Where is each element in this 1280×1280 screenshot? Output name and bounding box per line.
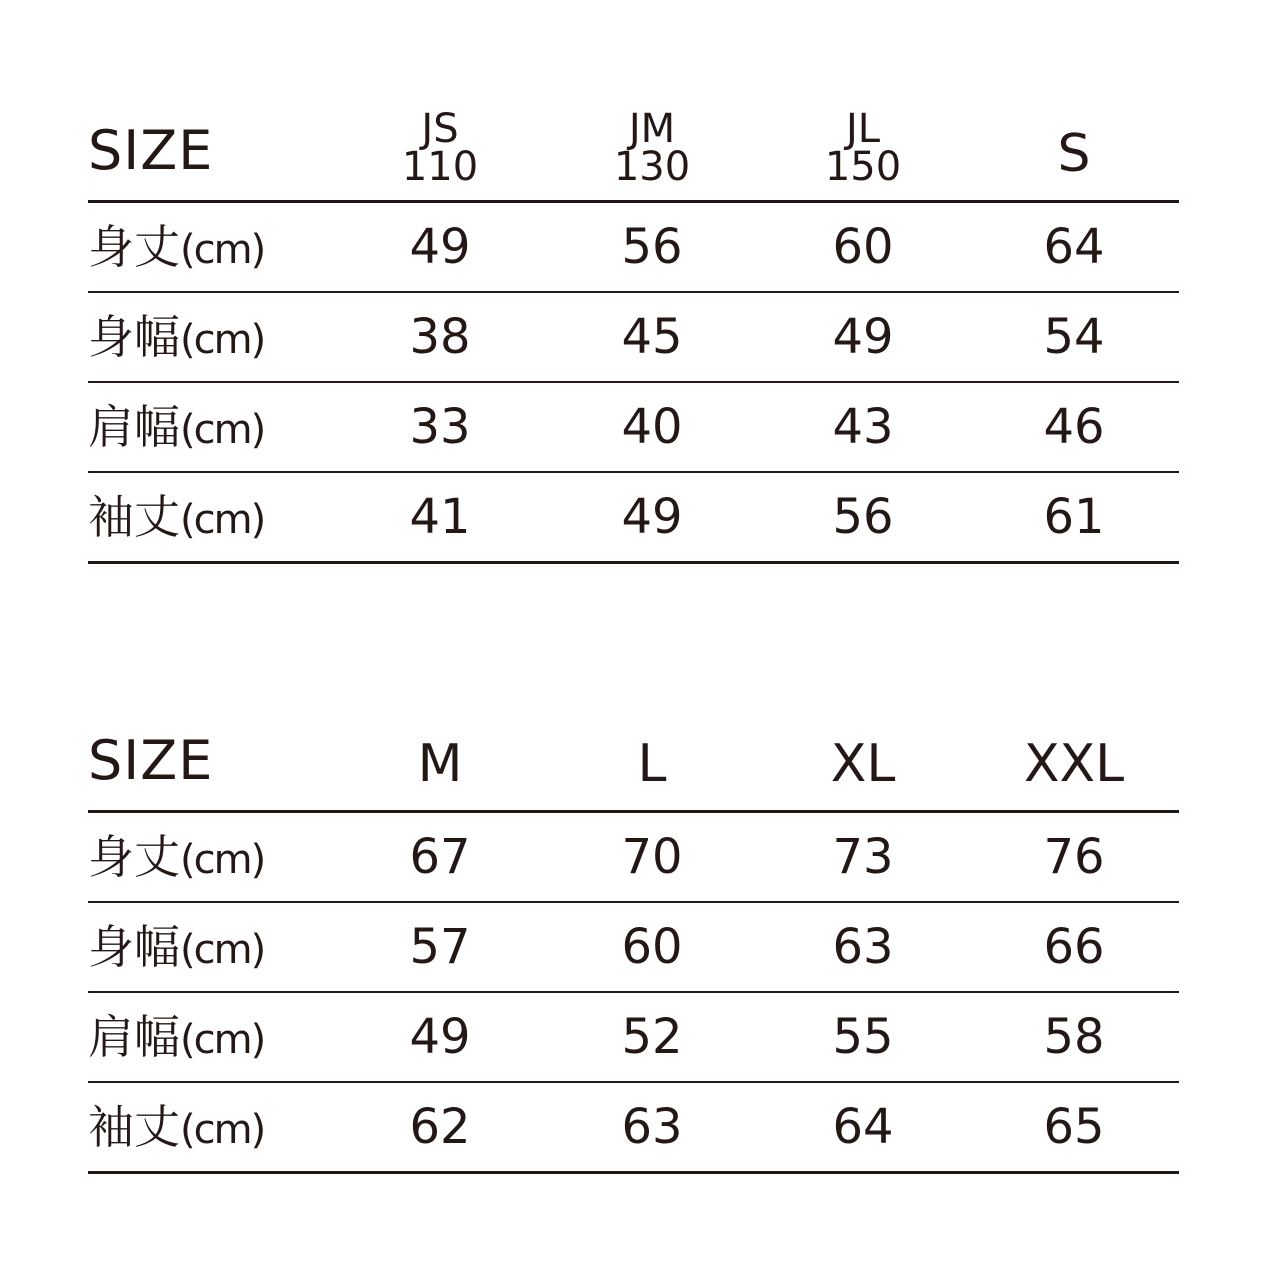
table-cell: 58 bbox=[1043, 1009, 1105, 1065]
table-cell: 43 bbox=[832, 399, 894, 455]
measurement-name: 身幅 bbox=[88, 920, 180, 974]
size-code: XXL bbox=[1023, 734, 1125, 794]
table-cell: 56 bbox=[621, 219, 683, 275]
table-cell: 60 bbox=[832, 219, 894, 275]
size-column-header bbox=[572, 106, 732, 190]
row-label bbox=[88, 813, 264, 901]
table-cell: 66 bbox=[1043, 919, 1105, 975]
table-cell: 61 bbox=[1043, 489, 1105, 545]
size-code: S bbox=[1057, 124, 1091, 184]
size-header-row bbox=[88, 710, 1179, 813]
measurement-unit: (cm) bbox=[180, 1017, 265, 1063]
measurement-name: 身丈 bbox=[88, 830, 180, 884]
size-column-header bbox=[994, 124, 1154, 184]
table-row-body-length bbox=[88, 813, 1179, 903]
table-cell: 33 bbox=[409, 399, 471, 455]
table-row-sleeve-length bbox=[88, 1083, 1179, 1174]
size-code: L bbox=[637, 734, 667, 794]
size-column-header bbox=[783, 734, 943, 794]
measurement-name: 肩幅 bbox=[88, 400, 180, 454]
table-cell: 41 bbox=[409, 489, 471, 545]
size-height: 130 bbox=[613, 144, 691, 190]
size-column-header bbox=[360, 106, 520, 190]
table-cell: 73 bbox=[832, 829, 894, 885]
table-cell: 62 bbox=[409, 1099, 471, 1155]
measurement-name: 袖丈 bbox=[88, 490, 180, 544]
table-row-shoulder-width bbox=[88, 993, 1179, 1083]
table-cell: 45 bbox=[621, 309, 683, 365]
measurement-unit: (cm) bbox=[180, 837, 265, 883]
table-cell: 38 bbox=[409, 309, 471, 365]
row-label bbox=[88, 1083, 264, 1171]
table-cell: 57 bbox=[409, 919, 471, 975]
size-column-header bbox=[360, 734, 520, 794]
row-label bbox=[88, 293, 264, 381]
table-cell: 70 bbox=[621, 829, 683, 885]
measurement-name: 肩幅 bbox=[88, 1010, 180, 1064]
size-height: 110 bbox=[401, 144, 479, 190]
measurement-unit: (cm) bbox=[180, 927, 265, 973]
table-row-body-length bbox=[88, 203, 1179, 293]
size-header-label: SIZE bbox=[88, 119, 214, 182]
size-column-header bbox=[572, 734, 732, 794]
table-cell: 49 bbox=[621, 489, 683, 545]
row-label bbox=[88, 383, 264, 471]
table-cell: 63 bbox=[832, 919, 894, 975]
size-table-kids bbox=[88, 100, 1179, 564]
size-header-label: SIZE bbox=[88, 729, 214, 792]
table-cell: 60 bbox=[621, 919, 683, 975]
table-cell: 67 bbox=[409, 829, 471, 885]
table-cell: 49 bbox=[409, 1009, 471, 1065]
size-height: 150 bbox=[824, 144, 902, 190]
table-row-body-width bbox=[88, 903, 1179, 993]
table-cell: 49 bbox=[832, 309, 894, 365]
table-row-sleeve-length bbox=[88, 473, 1179, 564]
table-cell: 63 bbox=[621, 1099, 683, 1155]
table-cell: 76 bbox=[1043, 829, 1105, 885]
size-header-row bbox=[88, 100, 1179, 203]
size-code: XL bbox=[830, 734, 896, 794]
size-code: JL bbox=[845, 106, 881, 152]
table-cell: 64 bbox=[832, 1099, 894, 1155]
table-cell: 54 bbox=[1043, 309, 1105, 365]
measurement-name: 身幅 bbox=[88, 310, 180, 364]
table-cell: 55 bbox=[832, 1009, 894, 1065]
size-code: JS bbox=[421, 106, 459, 152]
size-code: JM bbox=[628, 106, 676, 152]
size-code: M bbox=[417, 734, 463, 794]
measurement-name: 身丈 bbox=[88, 220, 180, 274]
table-cell: 65 bbox=[1043, 1099, 1105, 1155]
table-cell: 52 bbox=[621, 1009, 683, 1065]
table-cell: 49 bbox=[409, 219, 471, 275]
row-label bbox=[88, 203, 264, 291]
measurement-unit: (cm) bbox=[180, 227, 265, 273]
measurement-unit: (cm) bbox=[180, 1107, 265, 1153]
row-label bbox=[88, 903, 264, 991]
row-label bbox=[88, 473, 264, 561]
measurement-unit: (cm) bbox=[180, 407, 265, 453]
table-cell: 40 bbox=[621, 399, 683, 455]
size-column-header bbox=[994, 734, 1154, 794]
table-row-shoulder-width bbox=[88, 383, 1179, 473]
row-label bbox=[88, 993, 264, 1081]
measurement-unit: (cm) bbox=[180, 497, 265, 543]
table-cell: 64 bbox=[1043, 219, 1105, 275]
table-row-body-width bbox=[88, 293, 1179, 383]
measurement-unit: (cm) bbox=[180, 317, 265, 363]
table-cell: 46 bbox=[1043, 399, 1105, 455]
table-cell: 56 bbox=[832, 489, 894, 545]
measurement-name: 袖丈 bbox=[88, 1100, 180, 1154]
size-column-header bbox=[783, 106, 943, 190]
size-table-adult bbox=[88, 710, 1179, 1174]
